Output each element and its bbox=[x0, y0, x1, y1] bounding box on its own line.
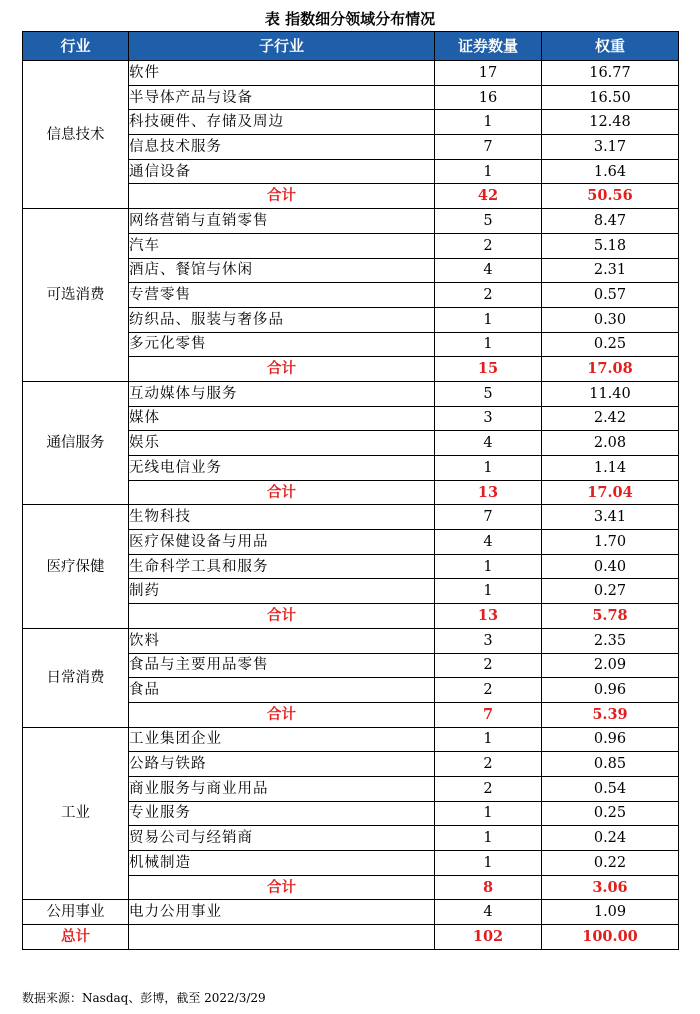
sub-industry-cell: 无线电信业务 bbox=[129, 456, 435, 481]
weight-cell: 0.85 bbox=[542, 752, 679, 777]
sub-industry-cell: 专营零售 bbox=[129, 283, 435, 308]
security-count-cell: 1 bbox=[435, 851, 542, 876]
weight-cell: 0.24 bbox=[542, 826, 679, 851]
sub-industry-cell: 媒体 bbox=[129, 406, 435, 431]
sub-industry-cell: 信息技术服务 bbox=[129, 135, 435, 160]
security-count-cell: 1 bbox=[435, 826, 542, 851]
security-count-cell: 1 bbox=[435, 110, 542, 135]
industry-cell: 工业 bbox=[23, 727, 129, 900]
weight-cell: 2.09 bbox=[542, 653, 679, 678]
subtotal-count: 15 bbox=[435, 357, 542, 382]
subtotal-count: 13 bbox=[435, 480, 542, 505]
table-row bbox=[23, 209, 679, 234]
subtotal-count: 8 bbox=[435, 875, 542, 900]
table-title: 表 指数细分领域分布情况 bbox=[264, 10, 436, 28]
subtotal-label: 合计 bbox=[129, 604, 435, 629]
subtotal-label: 合计 bbox=[129, 875, 435, 900]
total-row bbox=[23, 925, 679, 950]
industry-cell: 通信服务 bbox=[23, 381, 129, 504]
weight-cell: 0.96 bbox=[542, 727, 679, 752]
weight-cell: 3.41 bbox=[542, 505, 679, 530]
total-label: 总计 bbox=[23, 925, 129, 950]
total-empty-cell bbox=[129, 925, 435, 950]
sub-industry-cell: 电力公用事业 bbox=[129, 900, 435, 925]
security-count-cell: 5 bbox=[435, 381, 542, 406]
weight-cell: 2.42 bbox=[542, 406, 679, 431]
table-body bbox=[23, 61, 679, 950]
industry-cell: 公用事业 bbox=[23, 900, 129, 925]
security-count-cell: 7 bbox=[435, 505, 542, 530]
security-count-cell: 1 bbox=[435, 554, 542, 579]
sub-industry-cell: 机械制造 bbox=[129, 851, 435, 876]
weight-cell: 2.08 bbox=[542, 431, 679, 456]
subtotal-count: 13 bbox=[435, 604, 542, 629]
weight-cell: 16.77 bbox=[542, 61, 679, 86]
security-count-cell: 1 bbox=[435, 307, 542, 332]
sub-industry-cell: 软件 bbox=[129, 61, 435, 86]
sub-industry-cell: 多元化零售 bbox=[129, 332, 435, 357]
sub-industry-cell: 生命科学工具和服务 bbox=[129, 554, 435, 579]
table-row bbox=[23, 727, 679, 752]
security-count-cell: 2 bbox=[435, 283, 542, 308]
subtotal-weight: 17.04 bbox=[542, 480, 679, 505]
security-count-cell: 1 bbox=[435, 727, 542, 752]
weight-cell: 3.17 bbox=[542, 135, 679, 160]
weight-cell: 1.64 bbox=[542, 159, 679, 184]
security-count-cell: 2 bbox=[435, 752, 542, 777]
subtotal-weight: 3.06 bbox=[542, 875, 679, 900]
weight-cell: 0.22 bbox=[542, 851, 679, 876]
subtotal-weight: 5.78 bbox=[542, 604, 679, 629]
sub-industry-cell: 饮料 bbox=[129, 628, 435, 653]
subtotal-count: 42 bbox=[435, 184, 542, 209]
weight-cell: 2.35 bbox=[542, 628, 679, 653]
security-count-cell: 3 bbox=[435, 406, 542, 431]
security-count-cell: 16 bbox=[435, 85, 542, 110]
security-count-cell: 17 bbox=[435, 61, 542, 86]
sub-industry-cell: 工业集团企业 bbox=[129, 727, 435, 752]
security-count-cell: 1 bbox=[435, 801, 542, 826]
security-count-cell: 1 bbox=[435, 579, 542, 604]
security-count-cell: 1 bbox=[435, 456, 542, 481]
security-count-cell: 4 bbox=[435, 431, 542, 456]
weight-cell: 2.31 bbox=[542, 258, 679, 283]
sub-industry-cell: 网络营销与直销零售 bbox=[129, 209, 435, 234]
security-count-cell: 5 bbox=[435, 209, 542, 234]
total-count: 102 bbox=[435, 925, 542, 950]
total-weight: 100.00 bbox=[542, 925, 679, 950]
weight-cell: 12.48 bbox=[542, 110, 679, 135]
security-count-cell: 1 bbox=[435, 159, 542, 184]
sub-industry-cell: 纺织品、服装与奢侈品 bbox=[129, 307, 435, 332]
sub-industry-cell: 医疗保健设备与用品 bbox=[129, 530, 435, 555]
security-count-cell: 1 bbox=[435, 332, 542, 357]
table-row bbox=[23, 381, 679, 406]
sub-industry-cell: 制药 bbox=[129, 579, 435, 604]
table-row bbox=[23, 628, 679, 653]
security-count-cell: 2 bbox=[435, 653, 542, 678]
subtotal-label: 合计 bbox=[129, 702, 435, 727]
weight-cell: 0.30 bbox=[542, 307, 679, 332]
industry-cell: 日常消费 bbox=[23, 628, 129, 727]
table-row bbox=[23, 61, 679, 86]
security-count-cell: 4 bbox=[435, 900, 542, 925]
weight-cell: 1.70 bbox=[542, 530, 679, 555]
weight-cell: 0.40 bbox=[542, 554, 679, 579]
weight-cell: 5.18 bbox=[542, 233, 679, 258]
security-count-cell: 2 bbox=[435, 678, 542, 703]
weight-cell: 1.09 bbox=[542, 900, 679, 925]
security-count-cell: 4 bbox=[435, 258, 542, 283]
sub-industry-cell: 半导体产品与设备 bbox=[129, 85, 435, 110]
weight-cell: 0.57 bbox=[542, 283, 679, 308]
subtotal-weight: 17.08 bbox=[542, 357, 679, 382]
security-count-cell: 7 bbox=[435, 135, 542, 160]
subtotal-weight: 50.56 bbox=[542, 184, 679, 209]
industry-cell: 医疗保健 bbox=[23, 505, 129, 628]
weight-cell: 0.25 bbox=[542, 801, 679, 826]
table-header-row bbox=[23, 32, 679, 61]
weight-cell: 11.40 bbox=[542, 381, 679, 406]
header-security-count: 证券数量 bbox=[435, 32, 542, 61]
sub-industry-cell: 汽车 bbox=[129, 233, 435, 258]
security-count-cell: 2 bbox=[435, 776, 542, 801]
weight-cell: 0.96 bbox=[542, 678, 679, 703]
subtotal-label: 合计 bbox=[129, 480, 435, 505]
table-row bbox=[23, 505, 679, 530]
weight-cell: 0.54 bbox=[542, 776, 679, 801]
security-count-cell: 2 bbox=[435, 233, 542, 258]
header-weight: 权重 bbox=[542, 32, 679, 61]
weight-cell: 0.27 bbox=[542, 579, 679, 604]
sub-industry-cell: 食品与主要用品零售 bbox=[129, 653, 435, 678]
table-row bbox=[23, 900, 679, 925]
subtotal-count: 7 bbox=[435, 702, 542, 727]
header-industry: 行业 bbox=[23, 32, 129, 61]
sub-industry-cell: 商业服务与商业用品 bbox=[129, 776, 435, 801]
data-source-note: 数据来源：Nasdaq、彭博，截至 2022/3/29 bbox=[22, 991, 266, 1005]
sub-industry-cell: 科技硬件、存储及周边 bbox=[129, 110, 435, 135]
header-sub-industry: 子行业 bbox=[129, 32, 435, 61]
sub-industry-cell: 通信设备 bbox=[129, 159, 435, 184]
subtotal-label: 合计 bbox=[129, 184, 435, 209]
sub-industry-cell: 生物科技 bbox=[129, 505, 435, 530]
weight-cell: 8.47 bbox=[542, 209, 679, 234]
weight-cell: 1.14 bbox=[542, 456, 679, 481]
sub-industry-cell: 互动媒体与服务 bbox=[129, 381, 435, 406]
weight-cell: 0.25 bbox=[542, 332, 679, 357]
sub-industry-cell: 专业服务 bbox=[129, 801, 435, 826]
industry-cell: 可选消费 bbox=[23, 209, 129, 382]
subtotal-label: 合计 bbox=[129, 357, 435, 382]
security-count-cell: 4 bbox=[435, 530, 542, 555]
security-count-cell: 3 bbox=[435, 628, 542, 653]
sub-industry-cell: 贸易公司与经销商 bbox=[129, 826, 435, 851]
sub-industry-cell: 公路与铁路 bbox=[129, 752, 435, 777]
sub-industry-cell: 娱乐 bbox=[129, 431, 435, 456]
subtotal-weight: 5.39 bbox=[542, 702, 679, 727]
weight-cell: 16.50 bbox=[542, 85, 679, 110]
industry-cell: 信息技术 bbox=[23, 61, 129, 209]
sub-industry-cell: 食品 bbox=[129, 678, 435, 703]
sub-industry-cell: 酒店、餐馆与休闲 bbox=[129, 258, 435, 283]
index-distribution-table bbox=[22, 31, 679, 950]
